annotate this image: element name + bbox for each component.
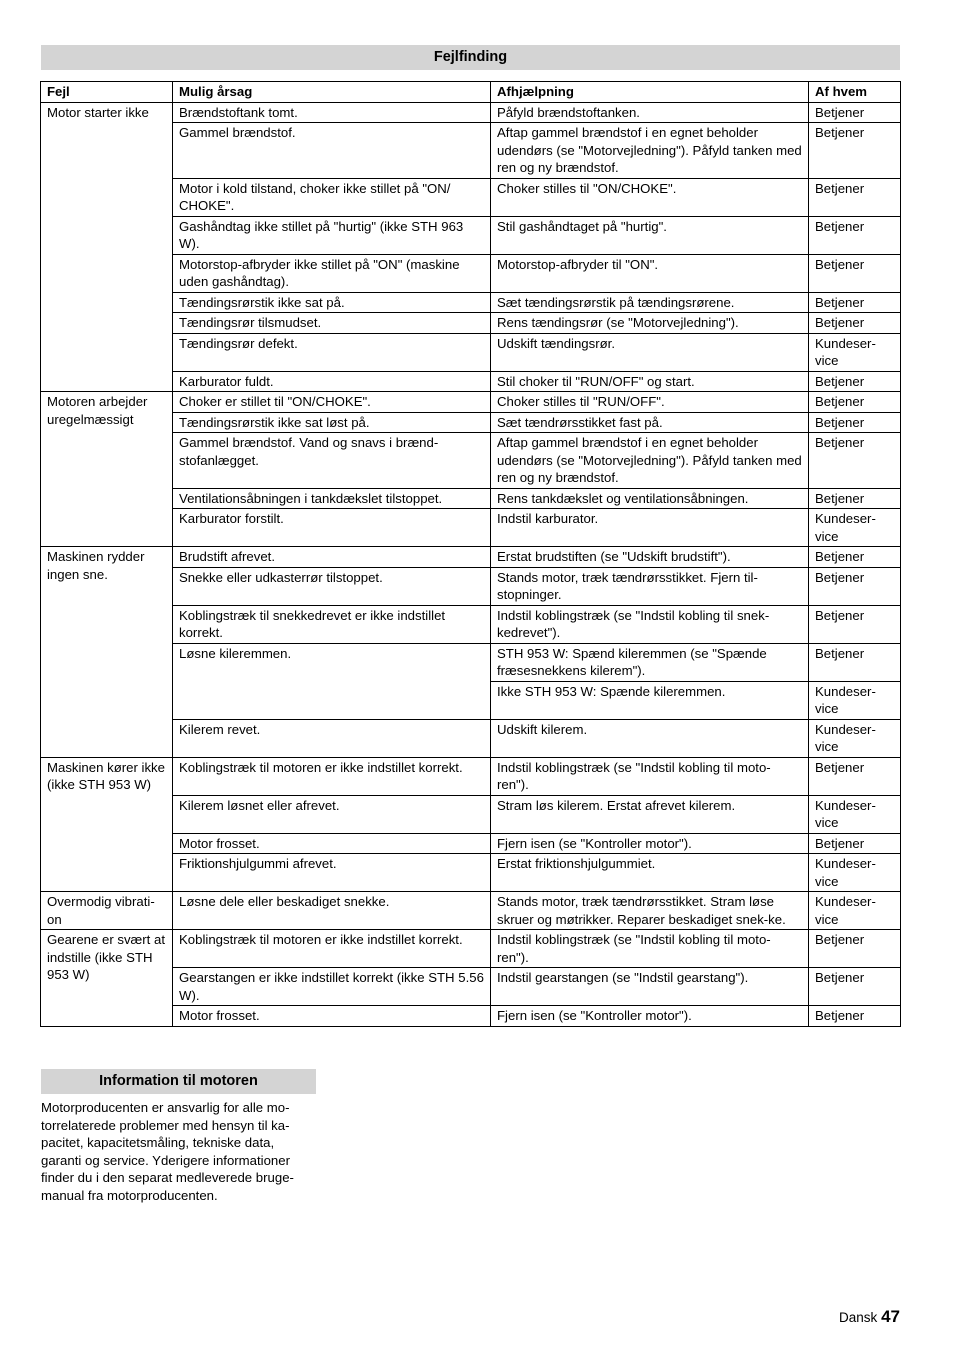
header-fault: Fejl bbox=[41, 82, 173, 103]
remedy-cell: Aftap gammel brændstof i en egnet beholder udendørs (se "Motorvejledning"). Påfyld tanken med ren og ny brændstof. bbox=[491, 123, 809, 179]
page-number: 47 bbox=[881, 1307, 900, 1326]
responsible-cell: Betjener bbox=[809, 757, 901, 795]
cause-cell bbox=[173, 681, 491, 719]
responsible-cell: Betjener bbox=[809, 547, 901, 568]
cause-cell: Løsne dele eller beskadiget snekke. bbox=[173, 892, 491, 930]
table-header-row bbox=[41, 82, 901, 103]
table-row bbox=[41, 392, 901, 413]
remedy-cell: Motorstop-afbryder til "ON". bbox=[491, 254, 809, 292]
responsible-cell: Kundeser-vice bbox=[809, 892, 901, 930]
paragraph-line: Motorproducenten er ansvarlig for alle mo- bbox=[41, 1100, 290, 1115]
responsible-cell: Betjener bbox=[809, 216, 901, 254]
responsible-cell: Betjener bbox=[809, 392, 901, 413]
remedy-cell: Erstat friktionshjulgummiet. bbox=[491, 854, 809, 892]
cause-cell: Koblingstræk til motoren er ikke indstillet korrekt. bbox=[173, 930, 491, 968]
table-row bbox=[41, 547, 901, 568]
table-row bbox=[41, 757, 901, 795]
responsible-cell: Betjener bbox=[809, 313, 901, 334]
remedy-cell: Sæt tændingsrørstik på tændingsrørene. bbox=[491, 292, 809, 313]
responsible-cell: Betjener bbox=[809, 930, 901, 968]
remedy-cell: Indstil karburator. bbox=[491, 509, 809, 547]
remedy-cell: Stram løs kilerem. Erstat afrevet kilerem. bbox=[491, 795, 809, 833]
cause-cell: Karburator fuldt. bbox=[173, 371, 491, 392]
paragraph-line: garanti og service. Yderigere informationer bbox=[41, 1152, 290, 1168]
cause-cell: Gammel brændstof. bbox=[173, 123, 491, 179]
paragraph-line: finder du i den separat medleverede bruge- bbox=[41, 1170, 294, 1186]
cause-cell: Tændingsrørstik ikke sat løst på. bbox=[173, 412, 491, 433]
responsible-cell: Kundeser-vice bbox=[809, 719, 901, 757]
remedy-cell: Stands motor, træk tændrørsstikket. Fjern til-stopninger. bbox=[491, 567, 809, 605]
remedy-cell: Stil gashåndtaget på "hurtig". bbox=[491, 216, 809, 254]
remedy-cell: Indstil gearstangen (se "Indstil gearstang"). bbox=[491, 968, 809, 1006]
responsible-cell: Betjener bbox=[809, 1006, 901, 1027]
cause-cell: Løsne kileremmen. bbox=[173, 643, 491, 681]
remedy-cell: Choker stilles til "ON/CHOKE". bbox=[491, 178, 809, 216]
cause-cell: Choker er stillet til "ON/CHOKE". bbox=[173, 392, 491, 413]
remedy-cell: Indstil koblingstræk (se "Indstil kobling til snek-kedrevet"). bbox=[491, 605, 809, 643]
responsible-cell: Betjener bbox=[809, 488, 901, 509]
table-row bbox=[41, 102, 901, 123]
remedy-cell: Stands motor, træk tændrørsstikket. Stram løse skruer og møtrikker. Reparer beskadiget snek-ke. bbox=[491, 892, 809, 930]
troubleshooting-table bbox=[40, 81, 901, 1027]
cause-cell: Karburator forstilt. bbox=[173, 509, 491, 547]
remedy-cell: Ikke STH 953 W: Spænde kileremmen. bbox=[491, 681, 809, 719]
remedy-cell: Rens tændingsrør (se "Motorvejledning"). bbox=[491, 313, 809, 334]
page-footer bbox=[839, 1307, 900, 1327]
cause-cell: Tændingsrør defekt. bbox=[173, 333, 491, 371]
section-heading-motor-info: Information til motoren bbox=[41, 1069, 316, 1094]
header-cause: Mulig årsag bbox=[173, 82, 491, 103]
section-heading-fejlfinding: Fejlfinding bbox=[41, 45, 900, 70]
fault-cell: Maskinen rydder ingen sne. bbox=[41, 547, 173, 758]
fault-cell: Motor starter ikke bbox=[41, 102, 173, 392]
responsible-cell: Betjener bbox=[809, 371, 901, 392]
remedy-cell: Udskift tændingsrør. bbox=[491, 333, 809, 371]
paragraph-line: manual fra motorproducenten. bbox=[41, 1187, 218, 1203]
fault-cell: Overmodig vibrati-on bbox=[41, 892, 173, 930]
responsible-cell: Kundeser-vice bbox=[809, 681, 901, 719]
remedy-cell: Choker stilles til "RUN/OFF". bbox=[491, 392, 809, 413]
cause-cell: Tændingsrørstik ikke sat på. bbox=[173, 292, 491, 313]
responsible-cell: Betjener bbox=[809, 605, 901, 643]
remedy-cell: Indstil koblingstræk (se "Indstil kobling til moto-ren"). bbox=[491, 930, 809, 968]
responsible-cell: Betjener bbox=[809, 412, 901, 433]
remedy-cell: Påfyld brændstoftanken. bbox=[491, 102, 809, 123]
paragraph-line: pacitet, kapacitetsmåling, tekniske data, bbox=[41, 1135, 275, 1151]
remedy-cell: Sæt tændrørsstikket fast på. bbox=[491, 412, 809, 433]
motor-info-paragraph bbox=[41, 1099, 321, 1205]
responsible-cell: Betjener bbox=[809, 102, 901, 123]
remedy-cell: Udskift kilerem. bbox=[491, 719, 809, 757]
responsible-cell: Betjener bbox=[809, 567, 901, 605]
responsible-cell: Betjener bbox=[809, 968, 901, 1006]
header-remedy: Afhjælpning bbox=[491, 82, 809, 103]
cause-cell: Ventilationsåbningen i tankdækslet tilstoppet. bbox=[173, 488, 491, 509]
remedy-cell: Stil choker til "RUN/OFF" og start. bbox=[491, 371, 809, 392]
remedy-cell: STH 953 W: Spænd kileremmen (se "Spænde fræsesnekkens kilerem"). bbox=[491, 643, 809, 681]
footer-language: Dansk bbox=[839, 1310, 878, 1325]
remedy-cell: Aftap gammel brændstof i en egnet beholder udendørs (se "Motorvejledning"). Påfyld tanken med ren og ny brændstof. bbox=[491, 433, 809, 489]
responsible-cell: Betjener bbox=[809, 643, 901, 681]
cause-cell: Kilerem løsnet eller afrevet. bbox=[173, 795, 491, 833]
fault-cell: Motoren arbejder uregelmæssigt bbox=[41, 392, 173, 547]
cause-cell: Gammel brændstof. Vand og snavs i brænd-stofanlægget. bbox=[173, 433, 491, 489]
responsible-cell: Betjener bbox=[809, 123, 901, 179]
responsible-cell: Betjener bbox=[809, 178, 901, 216]
cause-cell: Gearstangen er ikke indstillet korrekt (ikke STH 5.56 W). bbox=[173, 968, 491, 1006]
responsible-cell: Kundeser-vice bbox=[809, 795, 901, 833]
table-body bbox=[41, 102, 901, 1026]
responsible-cell: Kundeser-vice bbox=[809, 509, 901, 547]
cause-cell: Tændingsrør tilsmudset. bbox=[173, 313, 491, 334]
responsible-cell: Kundeser-vice bbox=[809, 333, 901, 371]
cause-cell: Brændstoftank tomt. bbox=[173, 102, 491, 123]
remedy-cell: Fjern isen (se "Kontroller motor"). bbox=[491, 833, 809, 854]
header-by: Af hvem bbox=[809, 82, 901, 103]
cause-cell: Brudstift afrevet. bbox=[173, 547, 491, 568]
fault-cell: Gearene er svært at indstille (ikke STH 953 W) bbox=[41, 930, 173, 1027]
cause-cell: Kilerem revet. bbox=[173, 719, 491, 757]
cause-cell: Motorstop-afbryder ikke stillet på "ON" (maskine uden gashåndtag). bbox=[173, 254, 491, 292]
responsible-cell: Betjener bbox=[809, 292, 901, 313]
cause-cell: Motor i kold tilstand, choker ikke stillet på "ON/ CHOKE". bbox=[173, 178, 491, 216]
cause-cell: Koblingstræk til motoren er ikke indstillet korrekt. bbox=[173, 757, 491, 795]
responsible-cell: Betjener bbox=[809, 833, 901, 854]
responsible-cell: Betjener bbox=[809, 433, 901, 489]
cause-cell: Snekke eller udkasterrør tilstoppet. bbox=[173, 567, 491, 605]
fault-cell: Maskinen kører ikke (ikke STH 953 W) bbox=[41, 757, 173, 892]
remedy-cell: Fjern isen (se "Kontroller motor"). bbox=[491, 1006, 809, 1027]
paragraph-line: torrelaterede problemer med hensyn til ka- bbox=[41, 1117, 290, 1133]
table-row bbox=[41, 930, 901, 968]
remedy-cell: Erstat brudstiften (se "Udskift brudstift"). bbox=[491, 547, 809, 568]
table-row bbox=[41, 892, 901, 930]
cause-cell: Motor frosset. bbox=[173, 833, 491, 854]
cause-cell: Koblingstræk til snekkedrevet er ikke indstillet korrekt. bbox=[173, 605, 491, 643]
remedy-cell: Rens tankdækslet og ventilationsåbningen. bbox=[491, 488, 809, 509]
responsible-cell: Betjener bbox=[809, 254, 901, 292]
remedy-cell: Indstil koblingstræk (se "Indstil kobling til moto-ren"). bbox=[491, 757, 809, 795]
cause-cell: Motor frosset. bbox=[173, 1006, 491, 1027]
cause-cell: Gashåndtag ikke stillet på "hurtig" (ikke STH 963 W). bbox=[173, 216, 491, 254]
cause-cell: Friktionshjulgummi afrevet. bbox=[173, 854, 491, 892]
responsible-cell: Kundeser-vice bbox=[809, 854, 901, 892]
